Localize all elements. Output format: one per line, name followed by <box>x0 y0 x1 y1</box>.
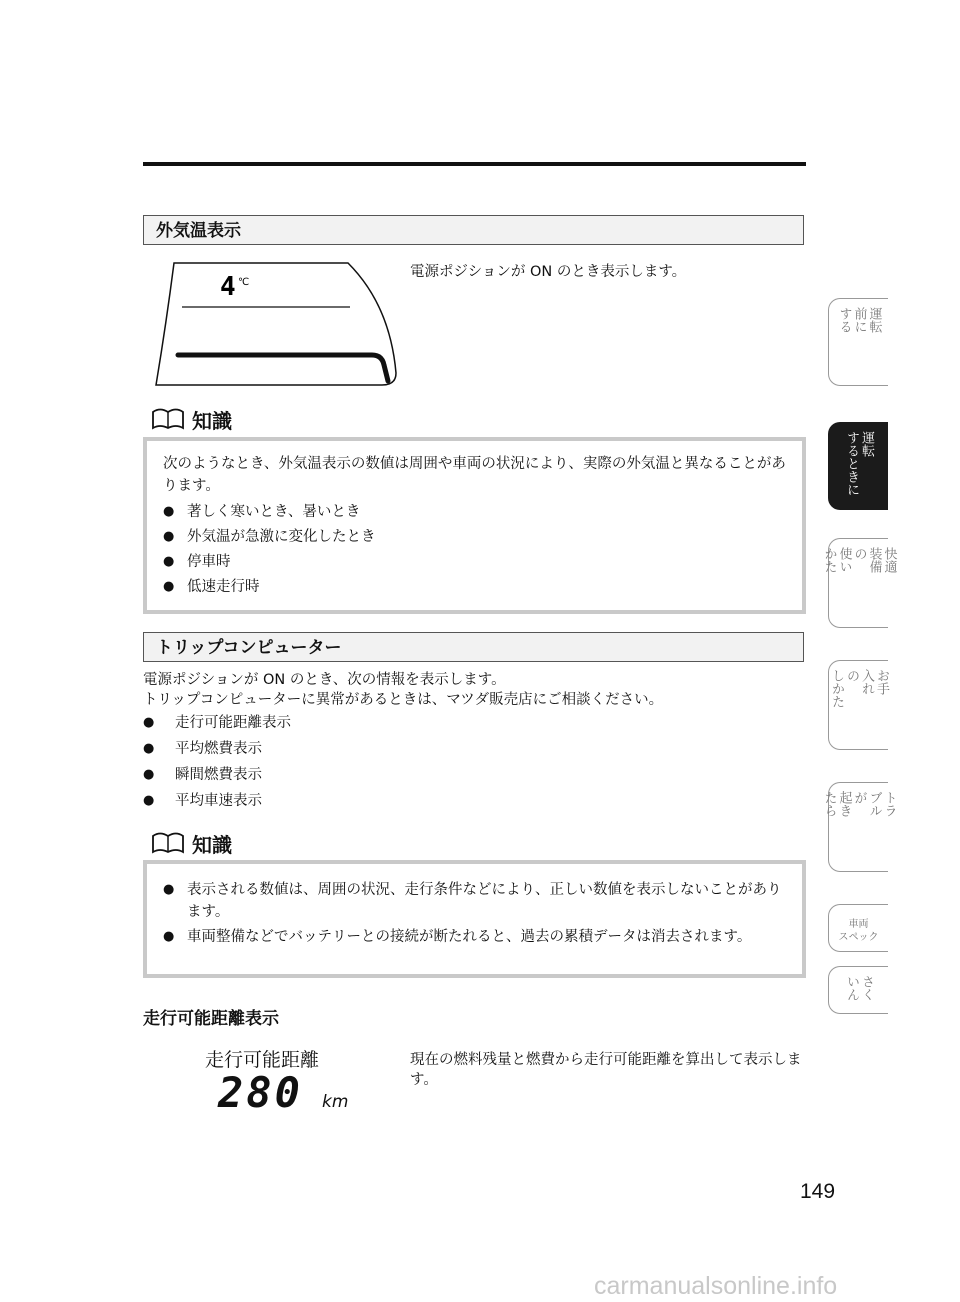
note1-intro: 次のようなとき、外気温表示の数値は周囲や車両の状況により、実際の外気温と異なることがあります。 <box>163 456 786 494</box>
range-description: 現在の燃料残量と燃費から走行可能距離を算出して表示します。 <box>410 1052 802 1088</box>
note1-header <box>150 402 232 436</box>
tab-maintenance[interactable]: お手 入れ の しかた <box>828 660 888 750</box>
list-item: ● 車両整備などでバッテリーとの接続が断たれると、過去の累積データは消去されます。 <box>163 929 752 945</box>
tab-troubleshooting[interactable]: トラ ブル が 起き たら <box>828 782 888 872</box>
range-display-label: 走行可能距離 <box>205 1049 320 1071</box>
tab-index[interactable]: さく いん <box>828 966 888 1014</box>
note2-box <box>143 860 806 978</box>
tab-vehicle-specs[interactable]: 車両 スペック <box>828 904 888 952</box>
top-rule <box>143 162 806 166</box>
section-heading-range: 走行可能距離表示 <box>143 1009 279 1029</box>
trip-intro-line1: 電源ポジションが ON のとき、次の情報を表示します。 <box>143 672 506 688</box>
list-item: ● 停車時 <box>163 554 231 570</box>
book-icon <box>150 406 186 432</box>
section-heading-outside-temp: 外気温表示 <box>143 215 804 245</box>
outside-temp-value: 4 <box>220 272 236 302</box>
list-item: ● 平均車速表示 <box>143 793 262 809</box>
trip-intro-line2: トリップコンピューターに異常があるときは、マツダ販売店にご相談ください。 <box>143 692 664 708</box>
note2-label: 知識 <box>192 832 232 857</box>
note1-label: 知識 <box>192 408 232 433</box>
tab-before-driving[interactable]: 運転 前に する <box>828 298 888 386</box>
list-item: ● 走行可能距離表示 <box>143 715 291 731</box>
list-item: ● 平均燃費表示 <box>143 741 262 757</box>
section-heading-trip-computer: トリップコンピューター <box>143 632 804 662</box>
list-item: ● 表示される数値は、周囲の状況、走行条件などにより、正しい数値を表示しないことがあります。 <box>163 882 782 920</box>
note2-header <box>150 826 232 860</box>
watermark: carmanualsonline.info <box>594 1272 838 1300</box>
outside-temp-description: 電源ポジションが ON のとき表示します。 <box>410 264 687 280</box>
trip-intro <box>143 670 803 710</box>
outside-temp-unit: ℃ <box>238 277 250 288</box>
tab-while-driving[interactable]: 運転 するときに <box>828 422 888 510</box>
list-item: ● 低速走行時 <box>163 579 260 595</box>
list-item: ● 外気温が急激に変化したとき <box>163 529 376 545</box>
outside-temp-display-illustration <box>150 255 402 390</box>
range-display-value: 280 <box>218 1068 303 1117</box>
tab-comfort-equipment[interactable]: 快適 装備 の 使い かた <box>828 538 888 628</box>
book-icon <box>150 830 186 856</box>
list-item: ● 瞬間燃費表示 <box>143 767 262 783</box>
page-number: 149 <box>800 1180 836 1203</box>
note1-box <box>143 437 806 614</box>
list-item: ● 著しく寒いとき、暑いとき <box>163 504 361 520</box>
range-display-unit: km <box>322 1092 349 1112</box>
trip-items-list <box>143 710 291 814</box>
